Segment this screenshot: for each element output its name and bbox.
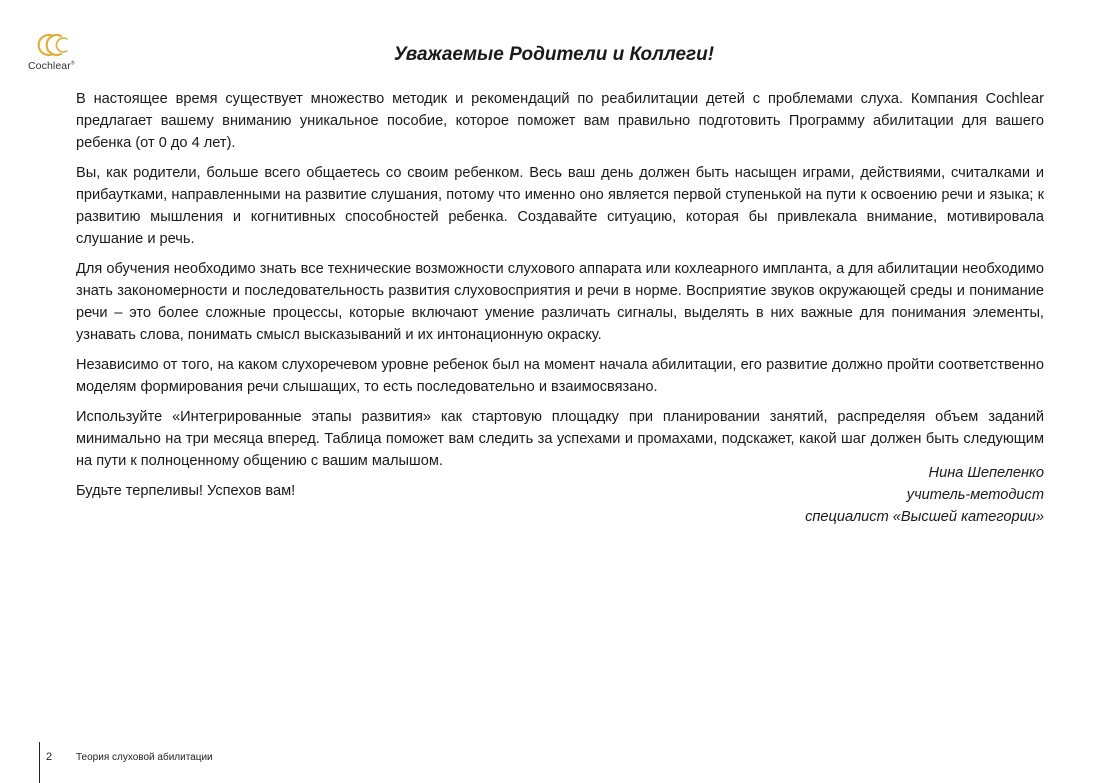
signature-rank: специалист «Высшей категории» [805,509,1044,525]
paragraph-3: Для обучения необходимо знать все технические возможности слухового аппарата или кохлеарного импланта, а для абилитации необходимо знать закономерности и последовательность развития слуховосприятия и речи в норме. Восприятие звуков окружающей среды и понимание речи – это более сложные процессы, которые включают умение различать сигналы, выделять в них важные для понимания элементы, узнавать слова, понимать смысл высказываний и их интонационную окраску. [76,261,1044,343]
paragraph-4: Независимо от того, на каком слухоречевом уровне ребенок был на момент начала абилитации, его развитие должно пройти соответственно моделям формирования речи слышащих, то есть последовательно и взаимосвязано. [76,357,1044,395]
page-title: Уважаемые Родители и Коллеги! [393,44,715,65]
signature-name: Нина Шепеленко [928,465,1044,481]
paragraph-1: В настоящее время существует множество методик и рекомендаций по реабилитации детей с проблемами слуха. Компания Cochlear предлагает вашему вниманию уникальное пособие, которое поможет вам правильно подготовить Программу абилитации для вашего ребенка (от 0 до 4 лет). [76,91,1044,151]
logo-text: Cochlear® [28,60,75,72]
signature-block [805,462,1044,528]
paragraph-2: Вы, как родители, больше всего общаетесь со своим ребенком. Весь ваш день должен быть насыщен играми, действиями, считалками и прибаутками, направленными на развитие слушания, потому что именно оно является первой ступенькой на пути к освоению речи и языка; к развитию мышления и когнитивных способностей ребенка. Создавайте ситуацию, которая бы привлекала внимание, мотивировала слушание и речь. [76,165,1044,247]
footer-section-title: Теория слуховой абилитации [76,752,213,763]
signature-position: учитель-методист [906,487,1044,503]
paragraph-5: Используйте «Интегрированные этапы развития» как стартовую площадку при планировании занятий, распределяя объем заданий минимально на три месяца вперед. Таблица поможет вам следить за успехами и промахами, подскажет, какой шаг должен быть следующим на пути к полноценному общению с вашим малышом. [76,409,1044,469]
page-number: 2 [46,751,53,763]
footer-divider [39,742,40,783]
letter-body [76,88,1044,510]
paragraph-6: Будьте терпеливы! Успехов вам! [76,483,296,499]
